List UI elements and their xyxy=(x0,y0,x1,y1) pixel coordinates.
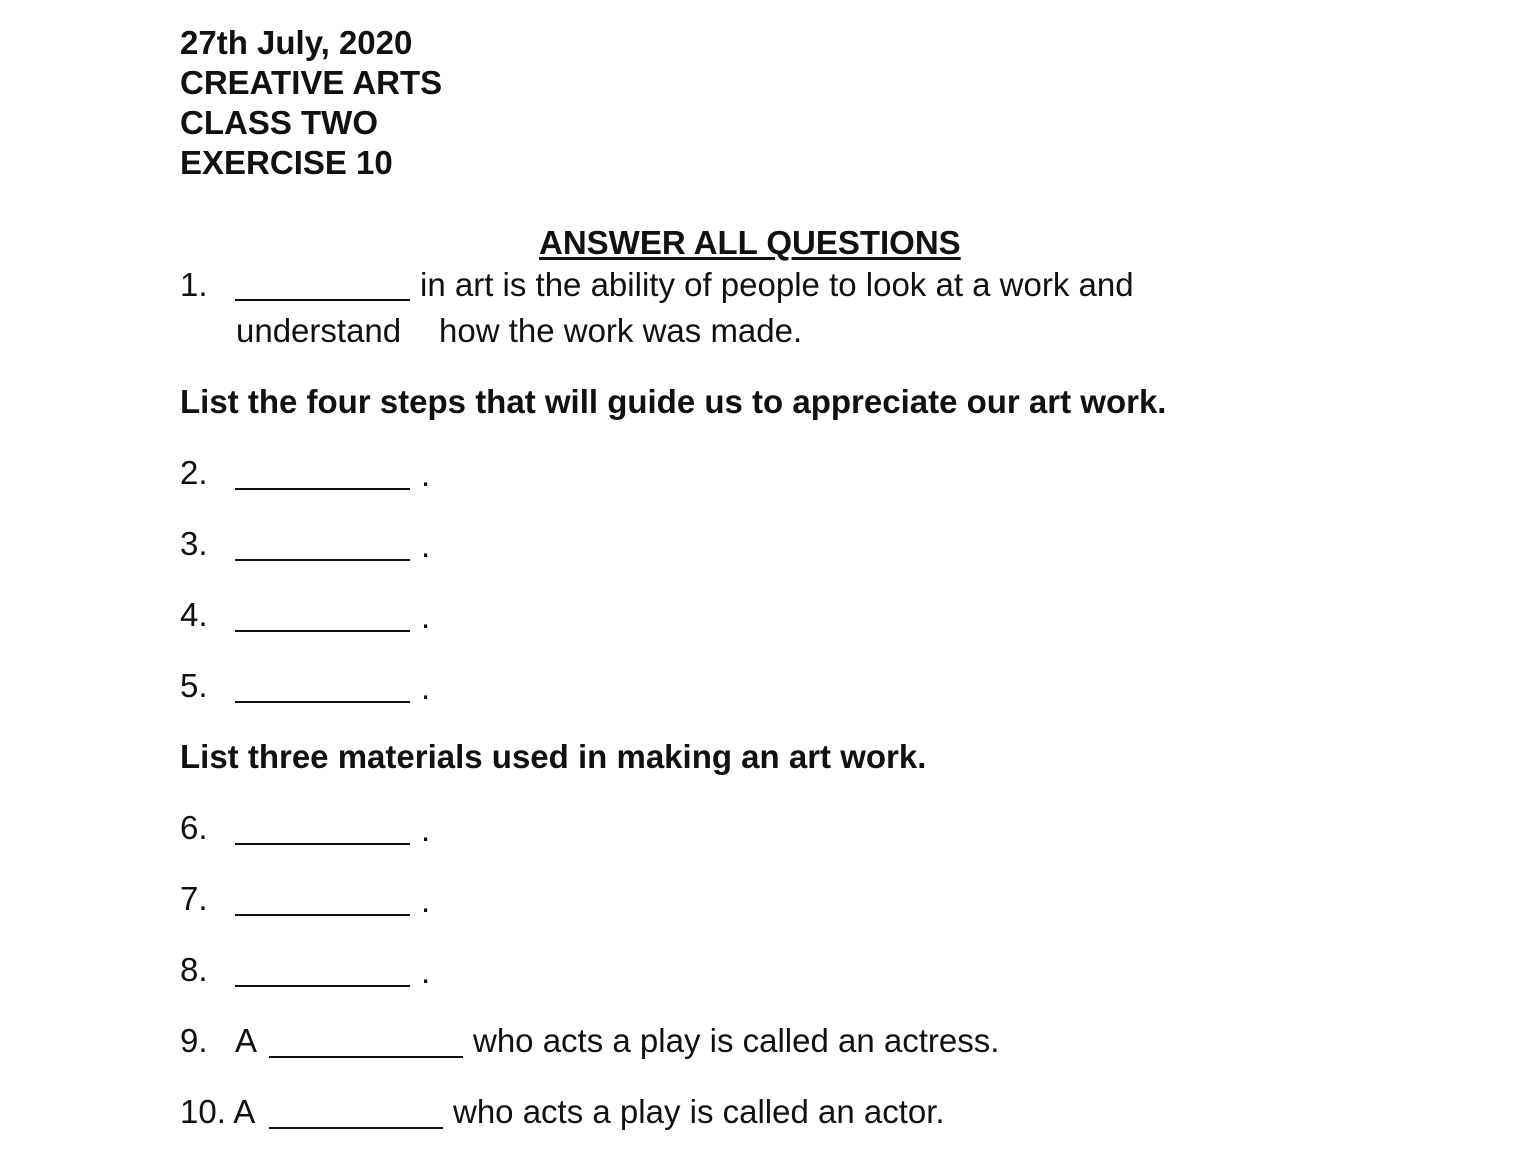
question-2-blank xyxy=(235,486,410,490)
question-6-end: . xyxy=(421,811,431,848)
question-9-article: A xyxy=(235,1022,258,1059)
question-8-number: 8. xyxy=(180,951,208,988)
section-steps-heading: List the four steps that will guide us to appreciate our art work. xyxy=(180,383,1167,420)
question-9-blank xyxy=(269,1054,463,1058)
subject-heading: CREATIVE ARTS xyxy=(180,64,443,101)
question-10-text: who acts a play is called an actor. xyxy=(453,1093,945,1130)
class-heading: CLASS TWO xyxy=(180,104,378,141)
instruction-title: ANSWER ALL QUESTIONS xyxy=(539,224,961,261)
question-3-end: . xyxy=(421,527,431,564)
question-3-blank xyxy=(235,557,410,561)
question-7-blank xyxy=(235,912,410,916)
section-materials-heading: List three materials used in making an art work. xyxy=(180,738,927,775)
question-10-number: 10. A xyxy=(180,1093,256,1130)
question-1-text-cont-a: understand xyxy=(236,312,402,349)
question-5-blank xyxy=(235,699,410,703)
question-3-number: 3. xyxy=(180,525,208,562)
question-6-number: 6. xyxy=(180,809,208,846)
question-2-end: . xyxy=(421,456,431,493)
question-4-end: . xyxy=(421,598,431,635)
question-5-number: 5. xyxy=(180,667,208,704)
question-4-number: 4. xyxy=(180,596,208,633)
question-1-text: in art is the ability of people to look at a work and xyxy=(420,266,1134,303)
question-8-end: . xyxy=(421,953,431,990)
question-4-blank xyxy=(235,628,410,632)
question-1-blank xyxy=(235,297,410,301)
question-7-number: 7. xyxy=(180,880,208,917)
question-9-text: who acts a play is called an actress. xyxy=(473,1022,1000,1059)
question-9-number: 9. xyxy=(180,1022,208,1059)
question-5-end: . xyxy=(421,669,431,706)
question-8-blank xyxy=(235,983,410,987)
question-6-blank xyxy=(235,841,410,845)
exercise-heading: EXERCISE 10 xyxy=(180,144,393,181)
question-10-blank xyxy=(269,1125,443,1129)
date-heading: 27th July, 2020 xyxy=(180,24,413,61)
question-2-number: 2. xyxy=(180,454,208,491)
question-1-text-cont-b: how the work was made. xyxy=(439,312,803,349)
question-7-end: . xyxy=(421,882,431,919)
question-1-number: 1. xyxy=(180,266,208,303)
